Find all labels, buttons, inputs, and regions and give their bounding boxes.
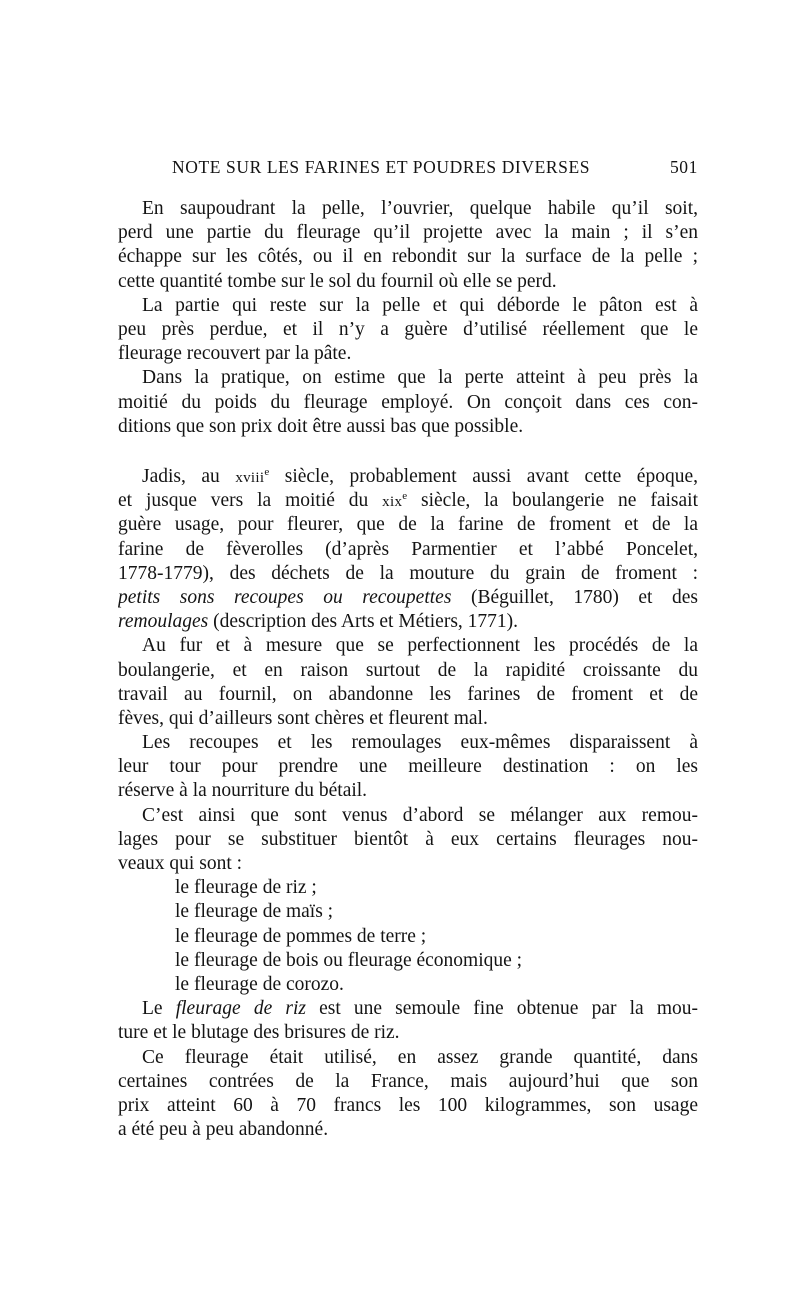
text-line: guère usage, pour fleurer, que de la farine de froment et de la <box>118 514 698 536</box>
paragraph <box>118 465 698 634</box>
page-number: 501 <box>669 157 698 177</box>
text-line: travail au fournil, on abandonne les farines de froment et de <box>118 683 698 705</box>
century-numeral: xviii <box>235 470 265 486</box>
italic-term: petits sons recoupes ou recoupettes <box>118 586 452 608</box>
list-item: le fleurage de pommes de terre ; <box>175 925 427 947</box>
list-item: le fleurage de maïs ; <box>175 901 334 923</box>
text-line: certaines contrées de la France, mais aujourd’hui que son <box>118 1070 698 1092</box>
text-line: fèves, qui d’ailleurs sont chères et fleurent mal. <box>118 707 488 729</box>
text-line: lages pour se substituer bientôt à eux certains fleurages nou- <box>118 828 698 850</box>
text-fragment: (Béguillet, 1780) et des <box>451 586 698 608</box>
paragraph <box>118 294 698 367</box>
text-line: réserve à la nourriture du bétail. <box>118 780 368 802</box>
text-block-history <box>118 465 698 1142</box>
text-fragment: Le <box>142 998 176 1020</box>
text-line <box>118 465 698 489</box>
text-line: cette quantité tombe sur le sol du fournil où elle se perd. <box>118 270 557 292</box>
paragraph <box>118 366 698 439</box>
list-item: le fleurage de riz ; <box>175 877 317 899</box>
text-fragment: et jusque vers la moitié du <box>118 490 383 512</box>
text-line <box>118 586 698 610</box>
text-line: 1778-1779), des déchets de la mouture du grain de froment : <box>118 562 698 584</box>
paragraph <box>118 804 698 877</box>
text-line: veaux qui sont : <box>118 853 243 874</box>
text-line: farine de fèverolles (d’après Parmentier et l’abbé Poncelet, <box>118 538 698 560</box>
text-fragment: siècle, probablement aussi avant cette époque, <box>269 466 698 487</box>
text-line: Dans la pratique, on estime que la perte atteint à peu près la <box>142 367 698 389</box>
text-line: C’est ainsi que sont venus d’abord se mélanger aux remou- <box>142 804 698 826</box>
running-head-title: NOTE SUR LES FARINES ET POUDRES DIVERSES <box>172 157 591 177</box>
italic-term: remoulages <box>118 611 209 633</box>
list-item: le fleurage de bois ou fleurage économique ; <box>175 949 523 971</box>
text-fragment: est une semoule fine obtenue par la mou- <box>305 998 698 1020</box>
text-line: peu près perdue, et il n’y a guère d’utilisé réellement que le <box>118 318 698 340</box>
paragraph <box>118 997 698 1045</box>
text-line: échappe sur les côtés, ou il en rebondit sur la surface de la pelle ; <box>118 246 698 268</box>
text-line: prix atteint 60 à 70 francs les 100 kilogrammes, son usage <box>118 1094 698 1116</box>
text-line <box>118 610 698 634</box>
paragraph <box>118 634 698 731</box>
text-line <box>118 489 698 513</box>
paragraph <box>118 731 698 804</box>
superscript: e <box>402 490 408 503</box>
text-line: La partie qui reste sur la pelle et qui déborde le pâton est à <box>142 294 698 316</box>
text-line: Au fur et à mesure que se perfectionnent les procédés de la <box>142 635 698 657</box>
text-fragment: (description des Arts et Métiers, 1771). <box>208 611 519 633</box>
text-line: Ce fleurage était utilisé, en assez grande quantité, dans <box>142 1046 698 1068</box>
century-numeral: xix <box>382 494 403 511</box>
italic-term: fleurage de riz <box>175 998 306 1020</box>
text-block-fleurage-loss <box>118 197 698 439</box>
text-line: boulangerie, et en raison surtout de la rapidité croissante du <box>118 659 698 681</box>
list-item: le fleurage de corozo. <box>175 973 344 995</box>
running-head <box>118 157 698 183</box>
text-line: fleurage recouvert par la pâte. <box>118 343 352 365</box>
text-line: moitié du poids du fleurage employé. On conçoit dans ces con- <box>118 391 698 413</box>
text-line: perd une partie du fleurage qu’il projette avec la main ; il s’en <box>118 222 698 244</box>
text-line: Les recoupes et les remoulages eux-mêmes disparaissent à <box>142 732 698 754</box>
paragraph <box>118 197 698 294</box>
text-line: En saupoudrant la pelle, l’ouvrier, quelque habile qu’il soit, <box>142 198 698 219</box>
text-line: ture et le blutage des brisures de riz. <box>118 1022 400 1044</box>
text-line: ditions que son prix doit être aussi bas que possible. <box>118 415 524 437</box>
superscript: e <box>264 466 270 478</box>
text-fragment: siècle, la boulangerie ne faisait <box>407 490 698 512</box>
text-fragment: Jadis, au <box>142 466 236 487</box>
text-line <box>118 997 698 1021</box>
fleurage-list <box>118 876 698 997</box>
text-line: leur tour pour prendre une meilleure destination : on les <box>118 756 698 778</box>
text-line: a été peu à peu abandonné. <box>118 1119 329 1141</box>
paragraph <box>118 1046 698 1143</box>
